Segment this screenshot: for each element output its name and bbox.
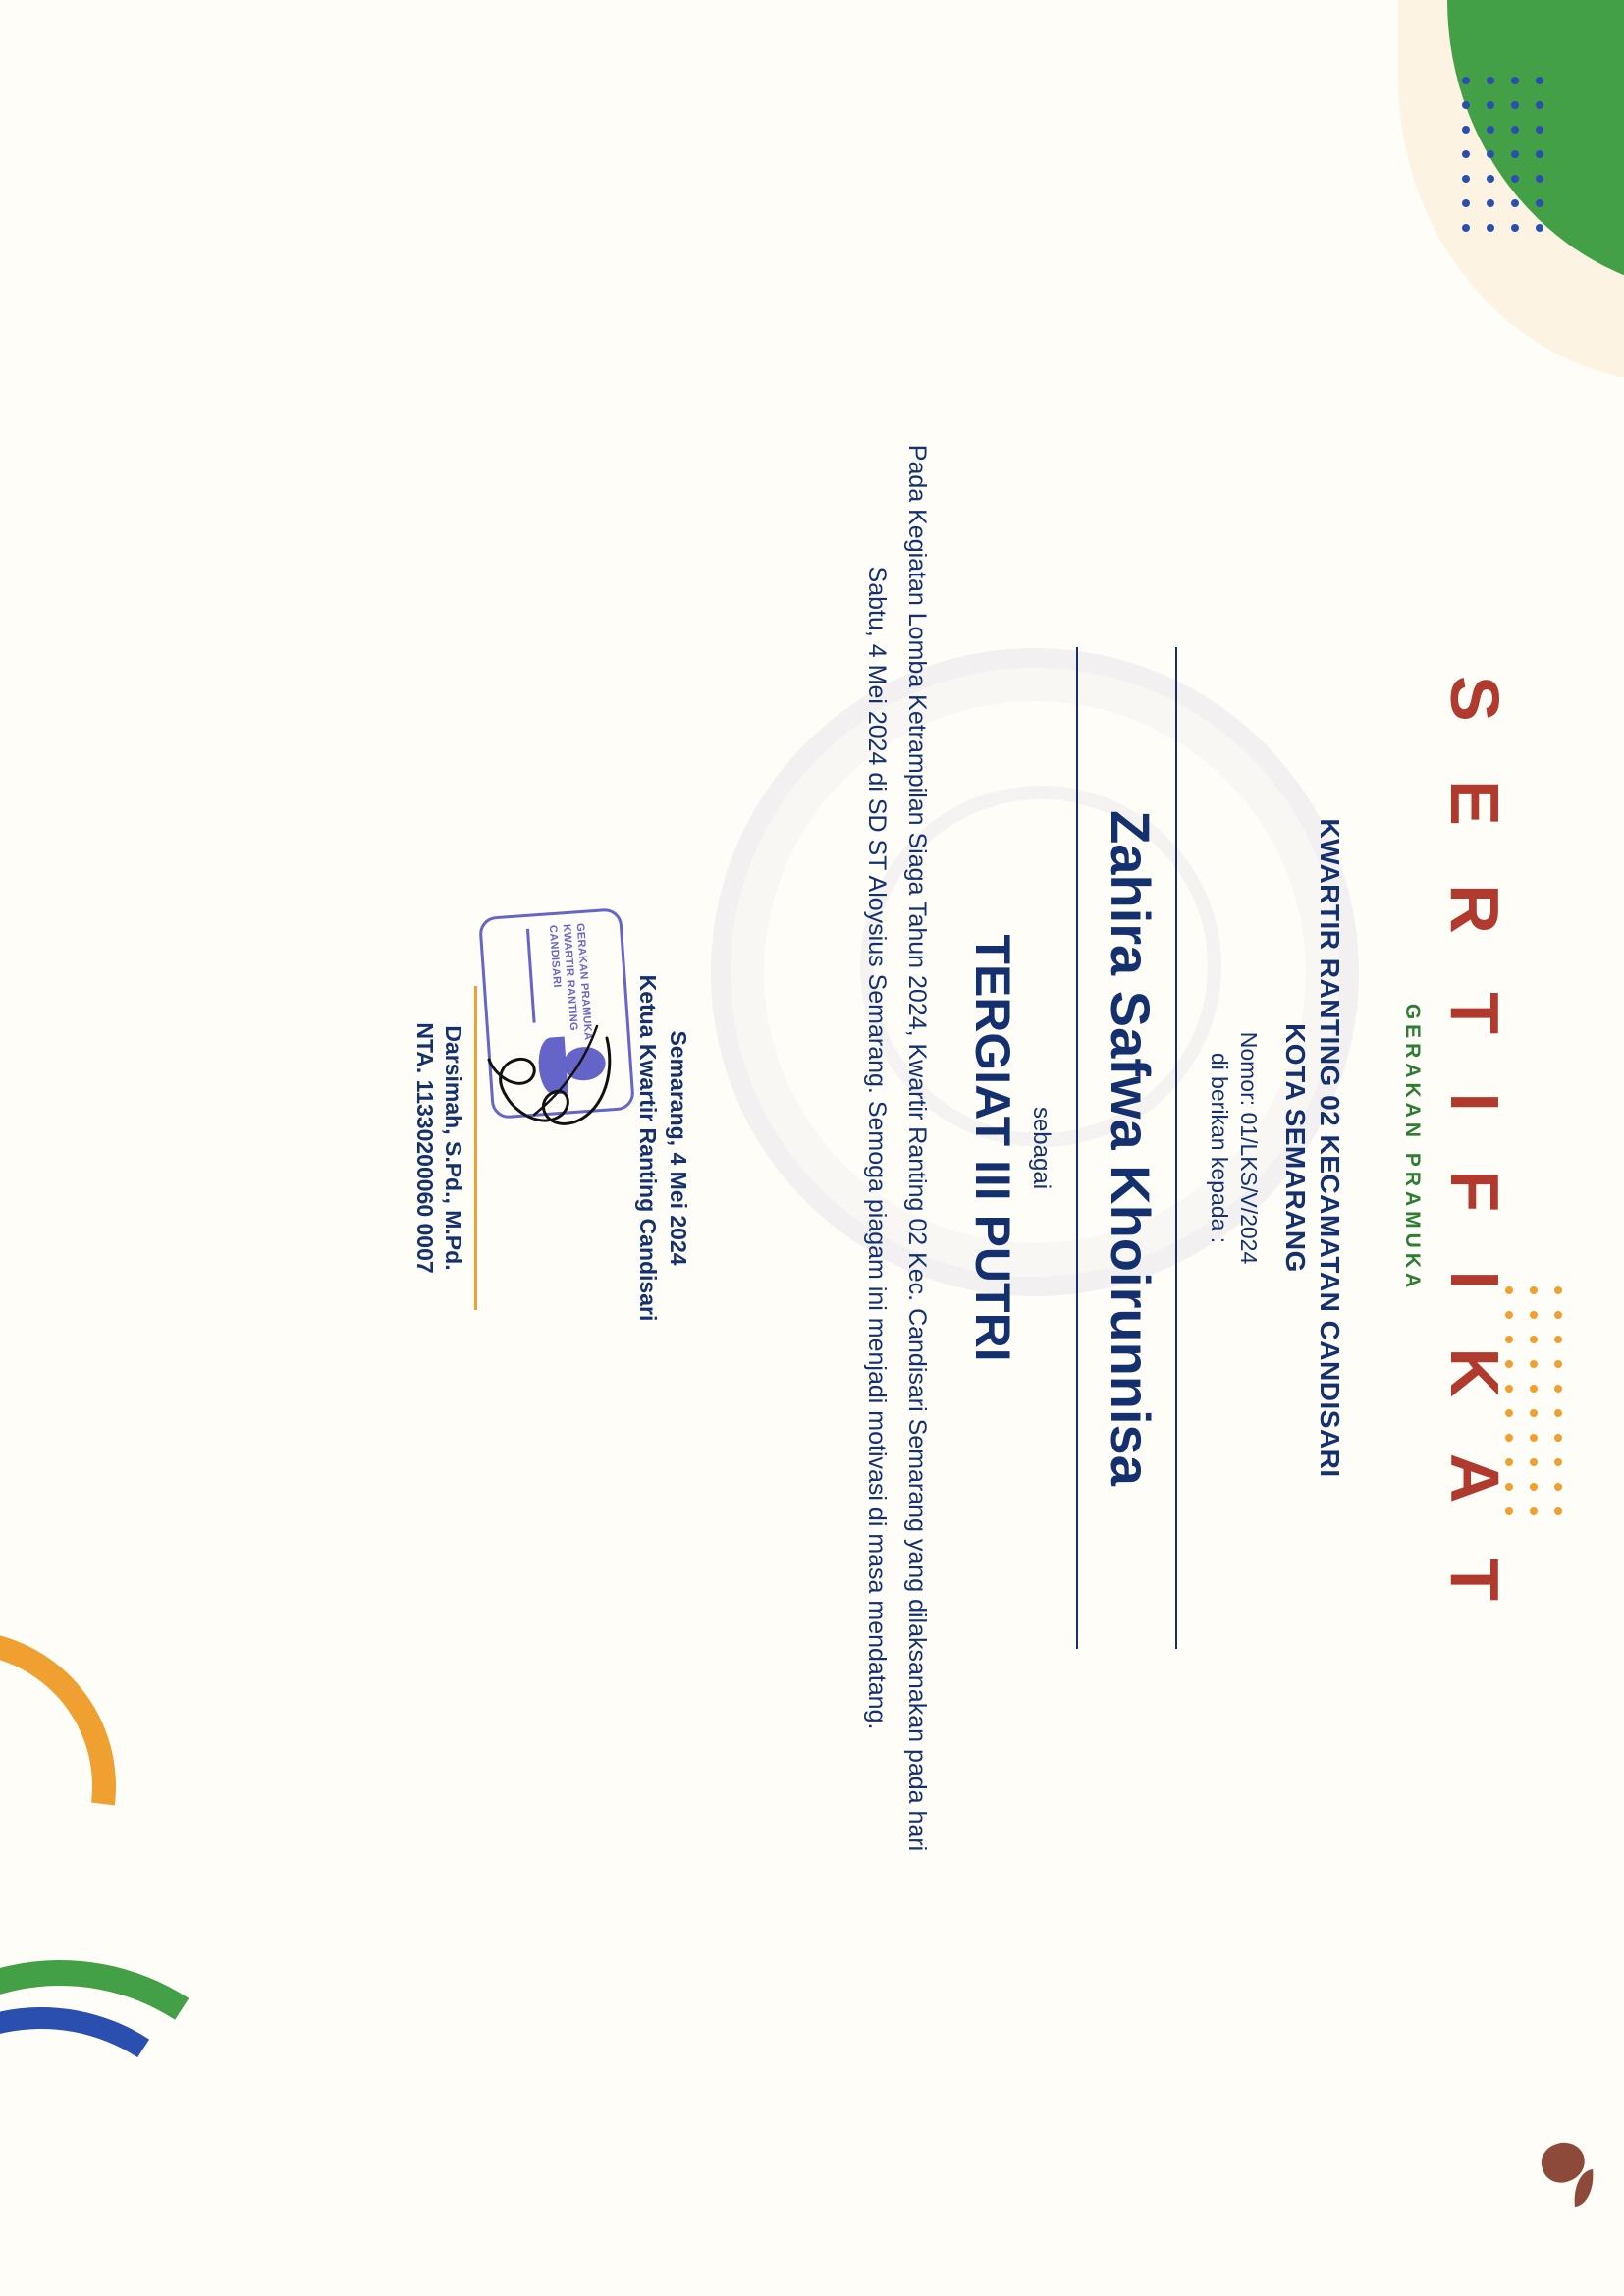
award-title: TERGIAT III PUTRI xyxy=(965,934,1020,1362)
signatory-nta: NTA. 11330200060 0007 xyxy=(412,1022,438,1274)
certificate-number-block xyxy=(1204,0,1263,2296)
recipient-name: Zahira Safwa Khoirunnisa xyxy=(1100,810,1162,1486)
signatory-name: Darsimah, S.Pd., M.Pd. xyxy=(441,1025,466,1271)
stamp-line-1: GERAKAN PRAMUKA xyxy=(573,922,594,1041)
signature-area xyxy=(477,873,634,1423)
as-label: sebagai xyxy=(1028,1106,1055,1190)
certificate-subtitle: GERAKAN PRAMUKA xyxy=(1401,1003,1424,1293)
certificate-number: Nomor: 01/LKS/V/2024 xyxy=(1236,1031,1262,1265)
recipient-rule-top xyxy=(1175,647,1177,1649)
certificate-title: S E R T I F I K A T xyxy=(1436,675,1513,1621)
body-paragraph: Pada Kegiatan Lomba Ketrampilan Siaga Tahun 2024, Kwartir Ranting 02 Kec. Candisari Semarang yang dilaksanakan pada hari Sabtu, 4 Mei 2024 di SD ST Aloysius Semarang. Semoga piagam ini menjadi motivasi di masa mendatang. xyxy=(862,444,931,1852)
signature-role: Ketua Kwartir Ranting Candisari xyxy=(635,974,661,1322)
organization-line-1: KWARTIR RANTING 02 KECAMATAN CANDISARI xyxy=(1315,818,1345,1478)
given-to-label: di berikan kepada : xyxy=(1207,1052,1233,1244)
signature-place-date: Semarang, 4 Mei 2024 xyxy=(666,1030,691,1266)
stamp-divider xyxy=(526,929,536,1023)
recipient-rule-bottom xyxy=(1076,647,1078,1649)
signature-block xyxy=(411,873,691,1423)
stamp-line-2: KWARTIR RANTING xyxy=(560,923,580,1032)
handwritten-signature xyxy=(477,1020,624,1236)
organization-name xyxy=(1278,0,1347,2296)
organization-line-2: KOTA SEMARANG xyxy=(1280,1023,1311,1273)
stamp-line-3: CANDISARI xyxy=(547,924,564,989)
